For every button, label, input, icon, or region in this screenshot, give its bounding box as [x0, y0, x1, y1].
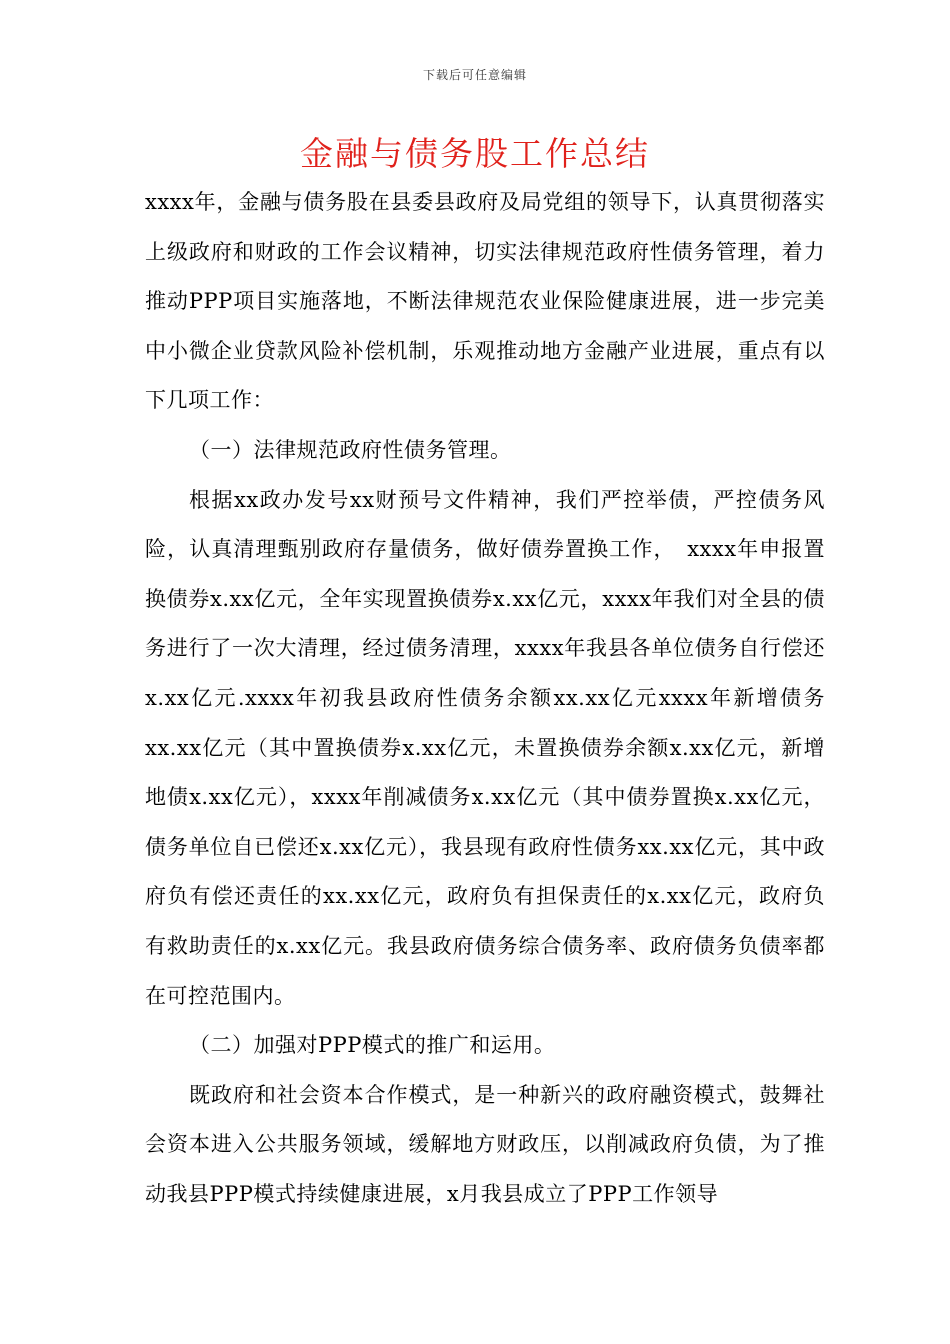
document-body	[145, 178, 825, 1219]
document-title: 金融与债务股工作总结	[300, 134, 650, 173]
header-note: 下载后可任意编辑	[422, 68, 527, 82]
section-heading-1: （一）法律规范政府性债务管理。	[189, 437, 512, 462]
paragraph-intro: xxxx年，金融与债务股在县委县政府及局党组的领导下，认真贯彻落实上级政府和财政的工作会议精神，切实法律规范政府性债务管理，着力推动PPP项目实施落地，不断法律规范农业保险健康进展，进一步完美中小微企业贷款风险补偿机制，乐观推动地方金融产业进展，重点有以下几项工作：	[145, 190, 825, 413]
section-heading-2: （二）加强对PPP模式的推广和运用。	[189, 1033, 556, 1058]
paragraph-debt-management: 根据xx政办发号xx财预号文件精神，我们严控举债，严控债务风险，认真清理甄别政府存量债务，做好债券置换工作， xxxx年申报置换债券x.xx亿元，全年实现置换债券x.xx亿元，xxxx年我们对全县的债务进行了一次大清理，经过债务清理，xxxx年我县各单位债务自行偿还x.xx亿元.xxxx年初我县政府性债务余额xx.xx亿元xxxx年新增债务xx.xx亿元（其中置换债券x.xx亿元，未置换债券余额x.xx亿元，新增地债x.xx亿元），xxxx年削减债务x.xx亿元（其中债券置换x.xx亿元，债务单位自已偿还x.xx亿元），我县现有政府性债务xx.xx亿元，其中政府负有偿还责任的xx.xx亿元，政府负有担保责任的x.xx亿元，政府负有救助责任的x.xx亿元。我县政府债务综合债务率、政府债务负债率都在可控范围内。	[145, 487, 825, 1008]
paragraph-ppp: 既政府和社会资本合作模式，是一种新兴的政府融资模式，鼓舞社会资本进入公共服务领域，缓解地方财政压，以削减政府负债，为了推动我县PPP模式持续健康进展，x月我县成立了PPP工作领导	[145, 1082, 825, 1206]
